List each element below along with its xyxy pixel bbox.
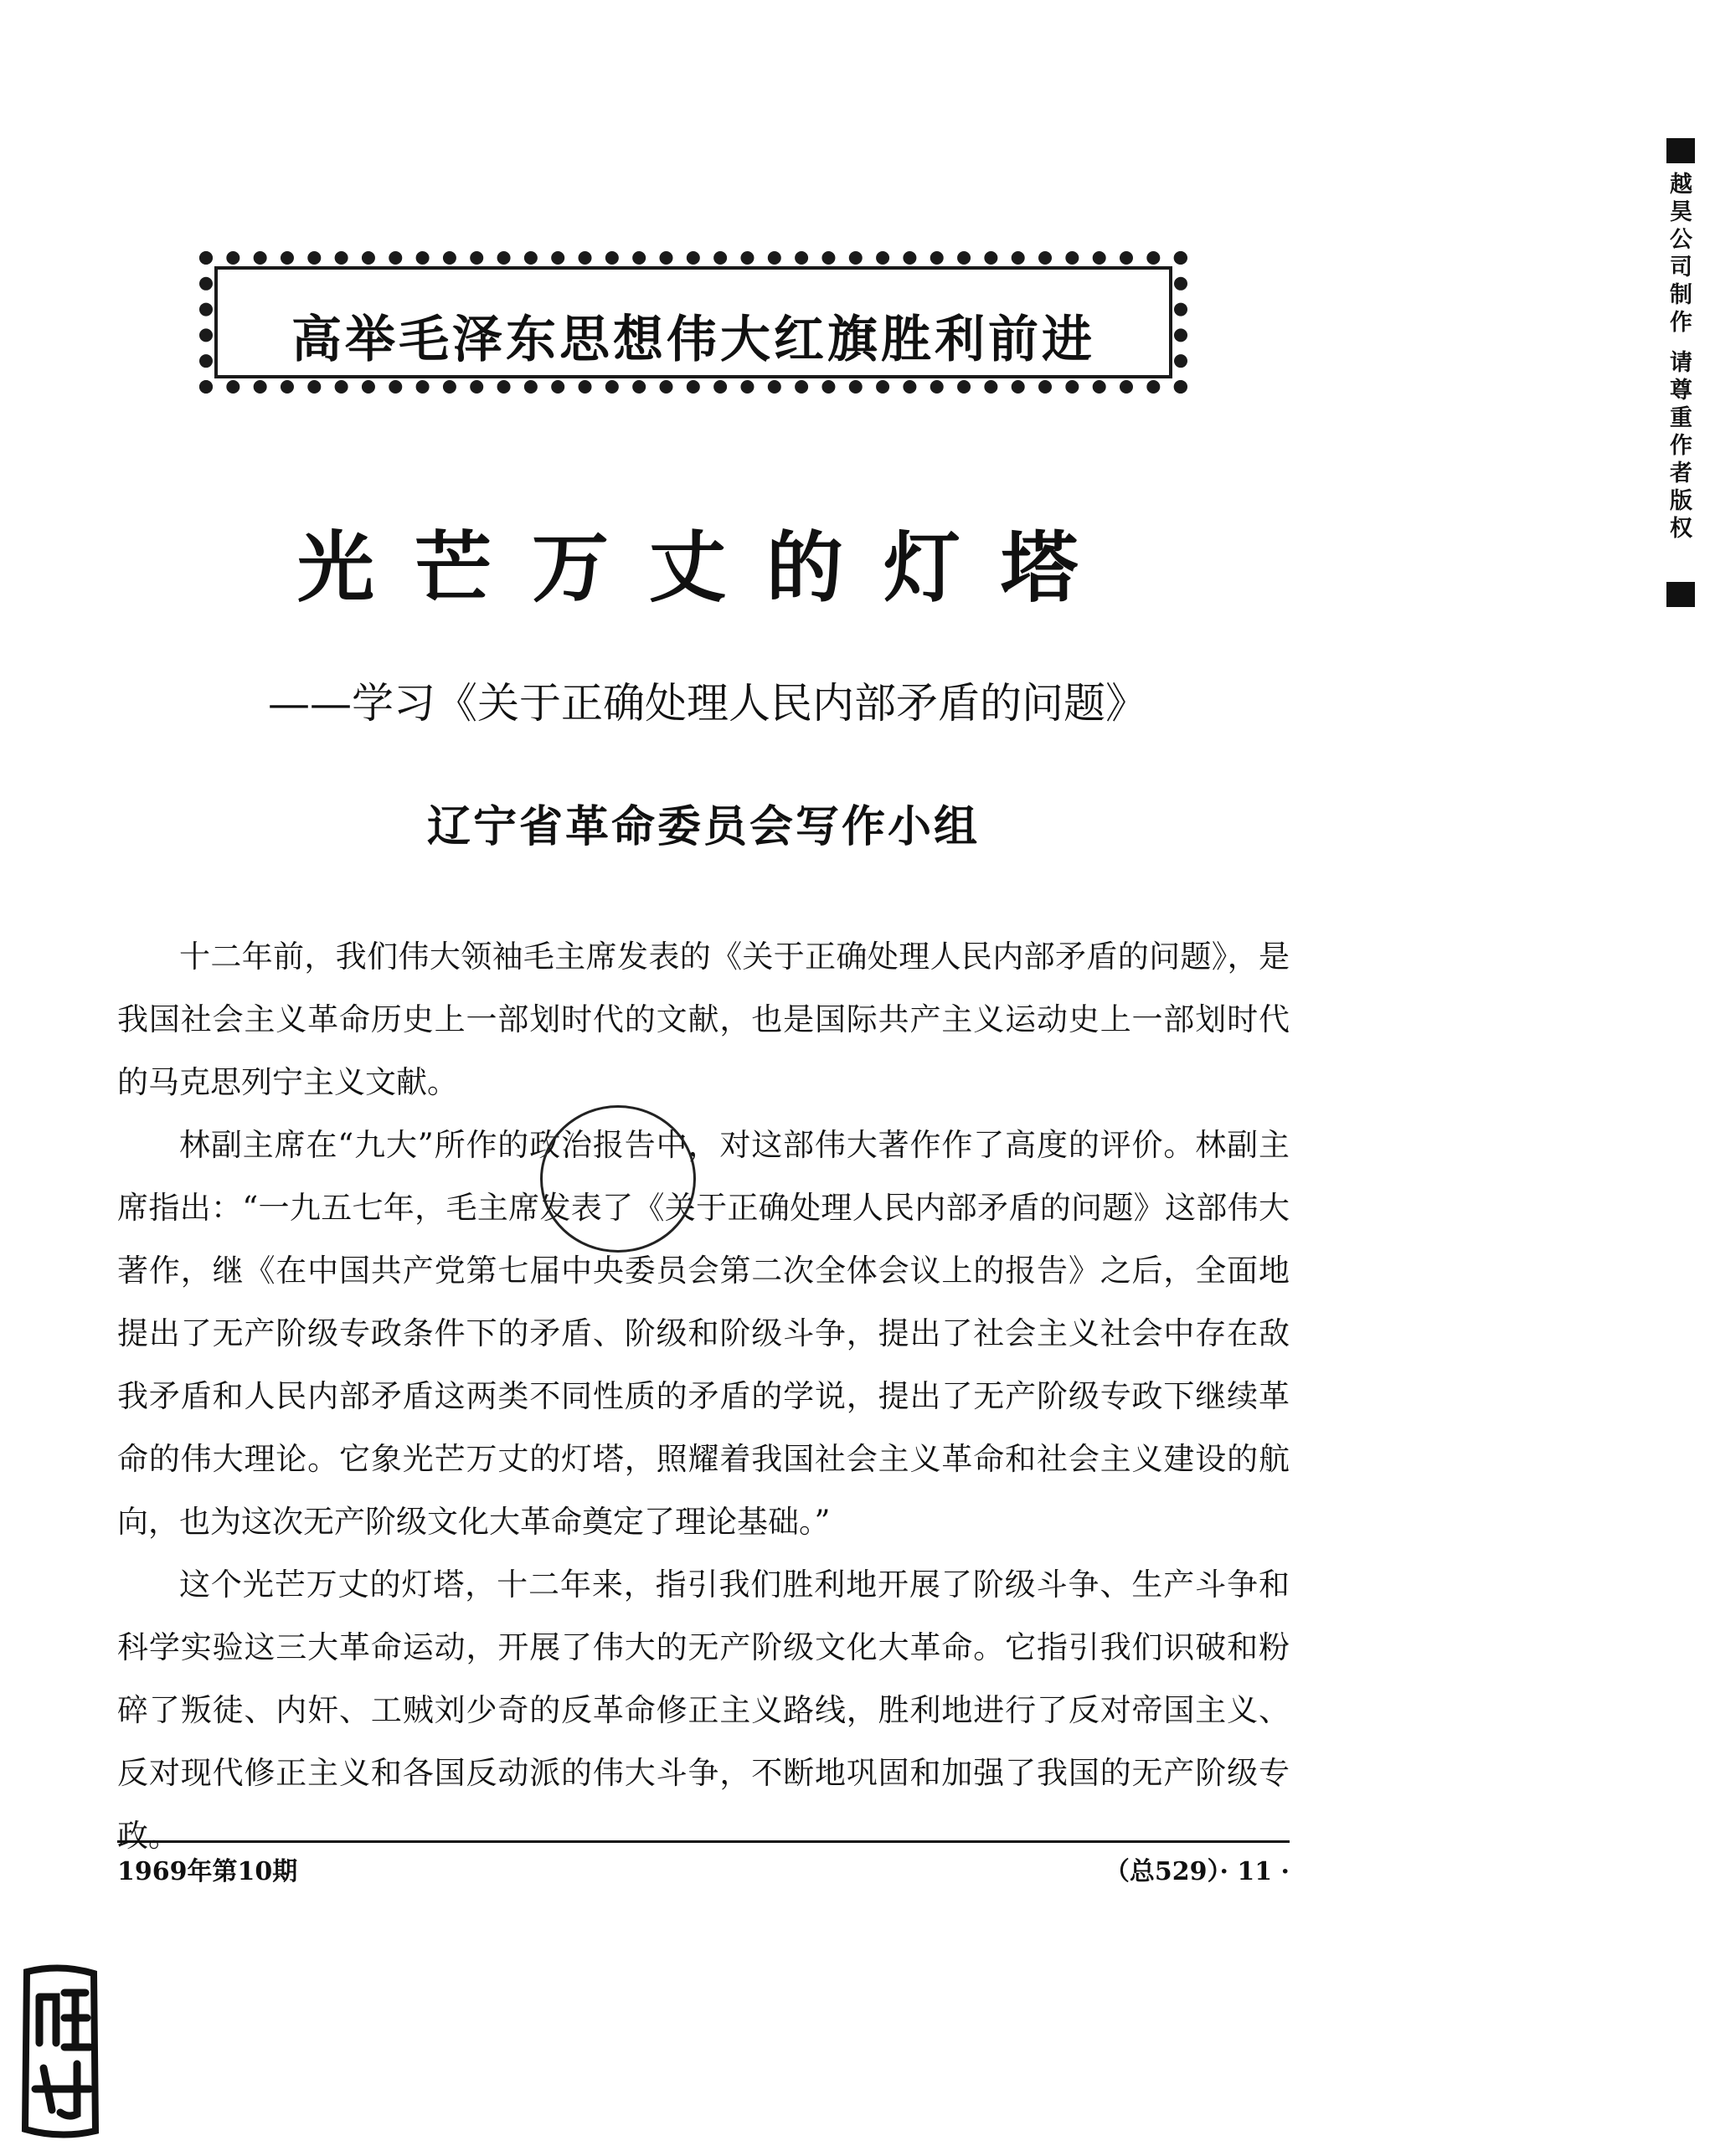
paragraph: 林副主席在“九大”所作的政治报告中，对这部伟大著作作了高度的评价。林副主席指出：“一九五七年，毛主席发表了《关于正确处理人民内部矛盾的问题》这部伟大著作，继《在中国共产党第七届中央委员会第二次全体会议上的报告》之后，全面地提出了无产阶级专政条件下的矛盾、阶级和阶级斗争，提出了社会主义社会中存在敌我矛盾和人民内部矛盾这两类不同性质的矛盾的学说，提出了无产阶级专政下继续革命的伟大理论。它象光芒万丈的灯塔，照耀着我国社会主义革命和社会主义建设的航向，也为这次无产阶级文化大革命奠定了理论基础。”	[117, 1127, 1290, 1540]
slogan-banner	[199, 251, 1187, 394]
copyright-strip	[1666, 138, 1700, 607]
paragraph: 十二年前，我们伟大领袖毛主席发表的《关于正确处理人民内部矛盾的问题》，是我国社会主义革命历史上一部划时代的文献，也是国际共产主义运动史上一部划时代的马克思列宁主义文献。	[117, 939, 1290, 1100]
pen-circle-mark	[540, 1105, 696, 1253]
paragraph: 这个光芒万丈的灯塔，十二年来，指引我们胜利地开展了阶级斗争、生产斗争和科学实验这三大革命运动，开展了伟大的无产阶级文化大革命。它指引我们识破和粉碎了叛徒、内奸、工贼刘少奇的反革命修正主义路线，胜利地进行了反对帝国主义、反对现代修正主义和各国反动派的伟大斗争，不断地巩固和加强了我国的无产阶级专政。	[117, 1567, 1290, 1854]
strip-bar-bottom	[1666, 582, 1695, 607]
article-title: 光芒万丈的灯塔	[296, 523, 1118, 613]
article-subtitle: ——学习《关于正确处理人民内部矛盾的问题》	[268, 679, 1147, 728]
article-body	[117, 925, 1290, 1867]
article-author: 辽宁省革命委员会写作小组	[426, 802, 980, 852]
footer-rule	[117, 1840, 1290, 1843]
banner-title: 高举毛泽东思想伟大红旗胜利前进	[291, 311, 1095, 369]
strip-bar-top	[1666, 138, 1695, 163]
seal-stamp-icon	[18, 1963, 102, 2139]
copyright-notice: 越昊公司制作 请尊重作者版权	[1666, 172, 1692, 544]
page-number: （总529）· 11 ·	[1104, 1857, 1290, 1886]
issue-label: 1969年第10期	[117, 1857, 298, 1886]
